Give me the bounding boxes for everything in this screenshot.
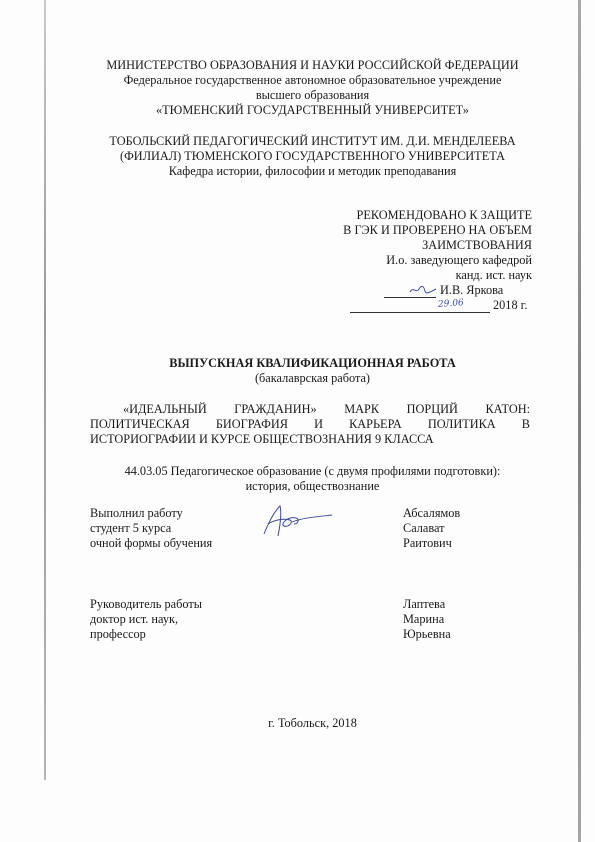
approval-year: 2018 г. [493,298,528,312]
approval-line-2: В ГЭК И ПРОВЕРЕНО НА ОБЪЕМ [343,223,532,237]
topic-line-1: «ИДЕАЛЬНЫЙ ГРАЖДАНИН» МАРК ПОРЦИЙ КАТОН: [123,402,530,416]
city-year: г. Тобольск, 2018 [268,716,357,730]
institute-line-1: ТОБОЛЬСКИЙ ПЕДАГОГИЧЕСКИЙ ИНСТИТУТ ИМ. Д.И. МЕНДЕЛЕЕВА [109,134,516,148]
author-role-3: очной формы обучения [90,536,213,550]
scan-right-edge [578,0,581,842]
approval-line-1: РЕКОМЕНДОВАНО К ЗАЩИТЕ [356,208,532,222]
author-signature-icon [258,500,338,540]
program-line-2: история, обществознание [245,479,380,493]
handwritten-date: 29.06 [437,298,465,310]
author-role-1: Выполнил работу [90,506,183,520]
supervisor-role-1: Руководитель работы [90,597,202,611]
institute-line-2: (ФИЛИАЛ) ТЮМЕНСКОГО ГОСУДАРСТВЕННОГО УНИВЕРСИТЕТА [120,149,505,163]
approval-signature-line [384,297,436,298]
supervisor-first-name: Марина [403,612,445,626]
author-first-name: Салават [403,521,445,535]
supervisor-role-2: доктор ист. наук, [90,612,179,626]
author-surname: Абсалямов [403,506,461,520]
work-subtype: (бакалаврская работа) [254,371,371,385]
approval-position: И.о. заведующего кафедрой [386,253,532,267]
ministry-heading: МИНИСТЕРСТВО ОБРАЗОВАНИЯ И НАУКИ РОССИЙСКОЙ ФЕДЕРАЦИИ [106,58,519,72]
work-type-title: ВЫПУСКНАЯ КВАЛИФИКАЦИОННАЯ РАБОТА [169,356,456,370]
supervisor-surname: Лаптева [403,597,446,611]
scan-left-edge [44,0,46,780]
approval-signature-icon [408,283,438,297]
approval-date-line [350,312,490,313]
author-role-2: студент 5 курса [90,521,172,535]
topic-line-3: ИСТОРИОГРАФИИ И КУРСЕ ОБЩЕСТВОЗНАНИЯ 9 КЛАССА [90,432,434,446]
supervisor-patronymic: Юрьевна [403,627,451,641]
author-patronymic: Раитович [403,536,452,550]
approval-name: И.В. Яркова [440,283,504,297]
program-line-1: 44.03.05 Педагогическое образование (с двумя профилями подготовки): [124,464,501,478]
supervisor-role-3: профессор [90,627,146,641]
institution-line-1: Федеральное государственное автономное образовательное учреждение [123,73,502,87]
approval-degree: канд. ист. наук [455,268,532,282]
university-name: «ТЮМЕНСКИЙ ГОСУДАРСТВЕННЫЙ УНИВЕРСИТЕТ» [156,103,469,117]
approval-line-3: ЗАИМСТВОВАНИЯ [422,238,532,252]
topic-line-2: ПОЛИТИЧЕСКАЯ БИОГРАФИЯ И КАРЬЕРА ПОЛИТИКА В [90,417,530,431]
department-name: Кафедра истории, философии и методик преподавания [168,164,457,178]
institution-line-2: высшего образования [255,88,370,102]
